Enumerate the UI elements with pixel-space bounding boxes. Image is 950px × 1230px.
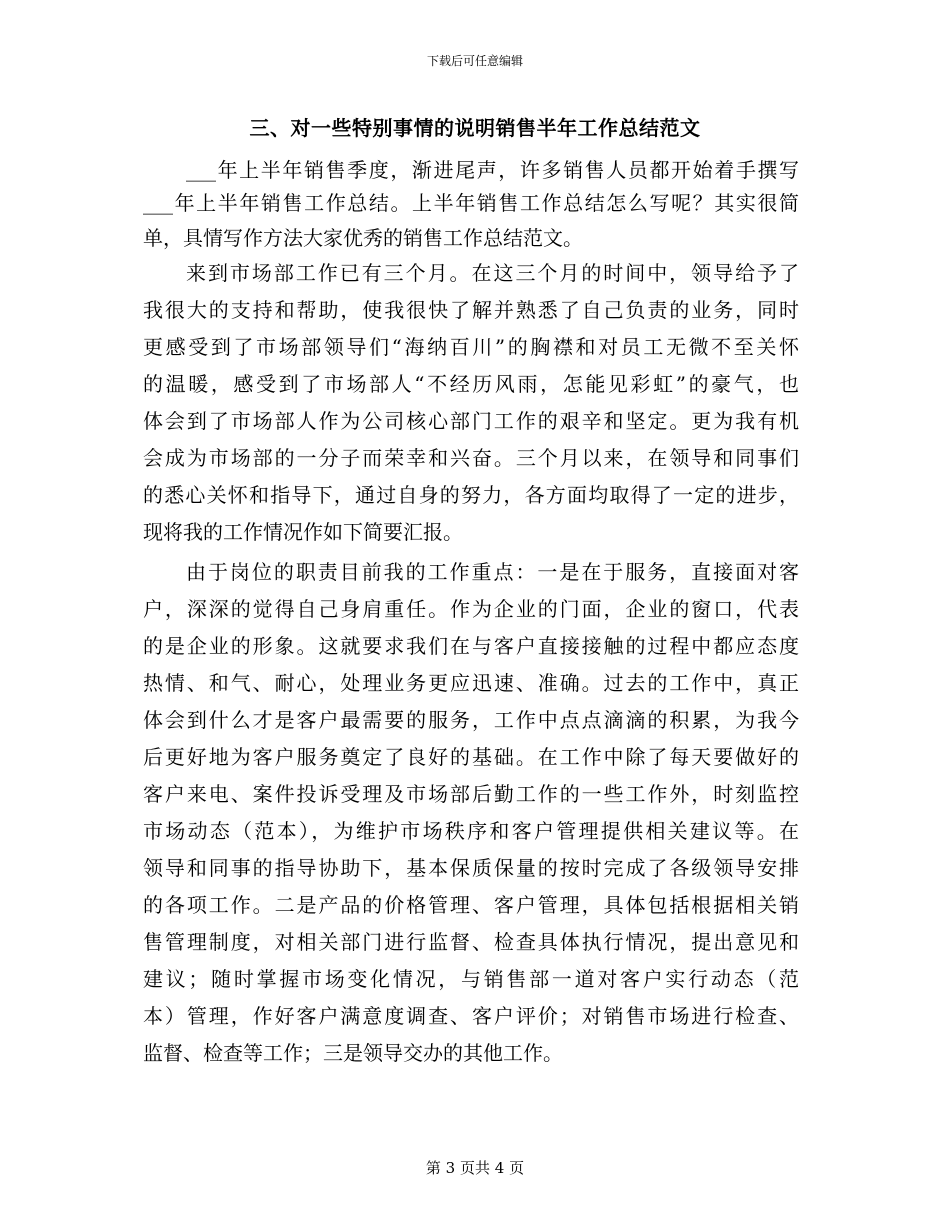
text-line: 建议；随时掌握市场变化情况，与销售部一道对客户实行动态（范	[143, 967, 799, 991]
text-line: 来到市场部工作已有三个月。在这三个月的时间中，领导给予了	[186, 261, 799, 285]
page-header-note: 下载后可任意编辑	[426, 54, 523, 68]
text-line: 本）管理，作好客户满意度调查、客户评价；对销售市场进行检查、	[143, 1004, 799, 1028]
text-line: 客户来电、案件投诉受理及市场部后勤工作的一些工作外，时刻监控	[143, 782, 799, 806]
text-line: 热情、和气、耐心，处理业务更应迅速、准确。过去的工作中，真正	[143, 671, 799, 695]
text-line: 由于岗位的职责目前我的工作重点：一是在于服务，直接面对客	[186, 560, 799, 584]
text-line: 户，深深的觉得自己身肩重任。作为企业的门面，企业的窗口，代表	[143, 597, 799, 621]
text-line: 的各项工作。二是产品的价格管理、客户管理，具体包括根据相关销	[143, 893, 799, 917]
page-number: 第 3 页共 4 页	[425, 1159, 525, 1177]
text-line: 的悉心关怀和指导下，通过自身的努力，各方面均取得了一定的进步，	[143, 483, 799, 507]
text-line: 现将我的工作情况作如下简要汇报。	[143, 520, 463, 544]
text-line: 监督、检查等工作；三是领导交办的其他工作。	[143, 1041, 563, 1065]
text-line: 的温暖，感受到了市场部人“不经历风雨，怎能见彩虹”的豪气，也	[143, 372, 799, 396]
text-line: 更感受到了市场部领导们“海纳百川”的胸襟和对员工无微不至关怀	[143, 335, 799, 359]
text-line: 单，具情写作方法大家优秀的销售工作总结范文。	[143, 226, 583, 250]
text-line: ___年上半年销售工作总结。上半年销售工作总结怎么写呢？其实很简	[143, 191, 799, 215]
text-line: 体会到什么才是客户最需要的服务，工作中点点滴滴的积累，为我今	[143, 708, 799, 732]
text-line: 的是企业的形象。这就要求我们在与客户直接接触的过程中都应态度	[143, 634, 799, 658]
text-line: 市场动态（范本），为维护市场秩序和客户管理提供相关建议等。在	[143, 819, 799, 843]
text-line: 售管理制度，对相关部门进行监督、检查具体执行情况，提出意见和	[143, 930, 799, 954]
text-line: 后更好地为客户服务奠定了良好的基础。在工作中除了每天要做好的	[143, 745, 799, 769]
text-line: ___年上半年销售季度，渐进尾声，许多销售人员都开始着手撰写	[186, 158, 799, 182]
text-line: 领导和同事的指导协助下，基本保质保量的按时完成了各级领导安排	[143, 856, 799, 880]
text-line: 我很大的支持和帮助，使我很快了解并熟悉了自己负责的业务，同时	[143, 298, 799, 322]
text-line: 会成为市场部的一分子而荣幸和兴奋。三个月以来，在领导和同事们	[143, 446, 799, 470]
text-line: 体会到了市场部人作为公司核心部门工作的艰辛和坚定。更为我有机	[143, 409, 799, 433]
document-title: 三、对一些特别事情的说明销售半年工作总结范文	[249, 116, 701, 140]
